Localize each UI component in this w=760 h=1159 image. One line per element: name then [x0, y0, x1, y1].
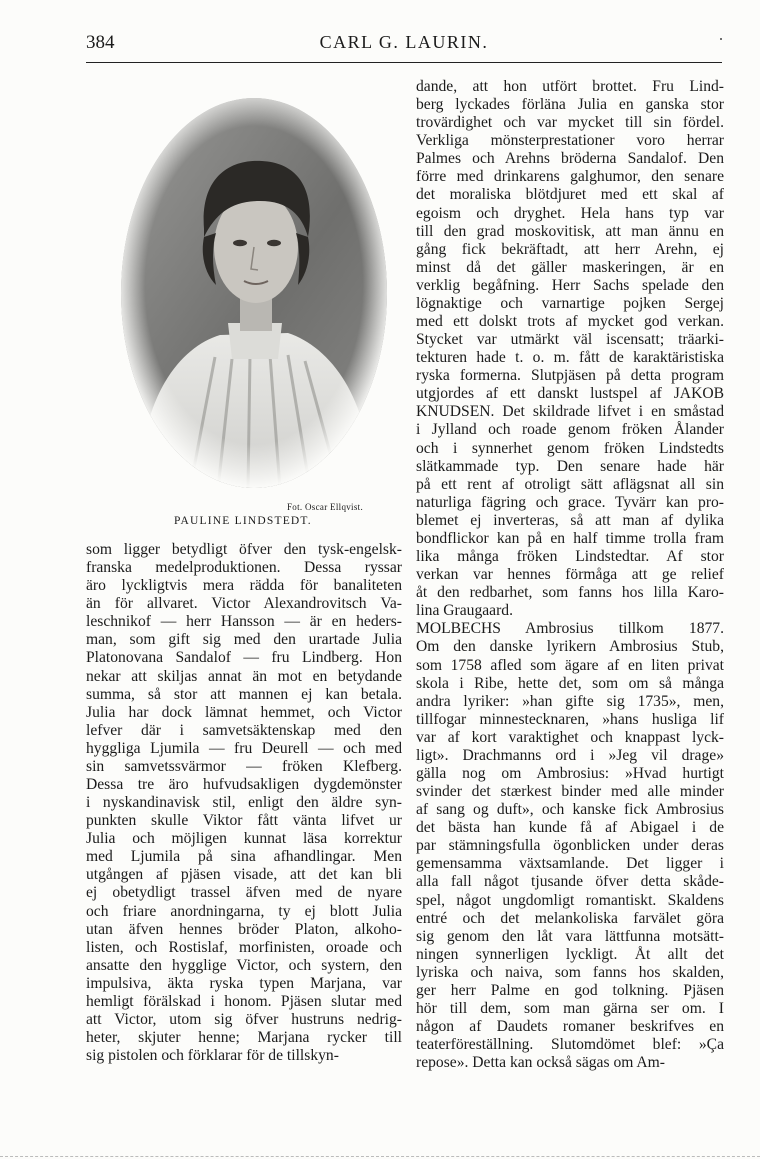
text-line: Palmes och Arehns bröderna Sandalof. Den [416, 150, 724, 168]
photo-credit: Fot. Oscar Ellqvist. [287, 502, 363, 512]
text-line: alla fall något tjusande öfver detta skåde- [416, 873, 724, 891]
portrait-figure [120, 97, 388, 489]
text-line: i nyskandinavisk stil, enligt den äldre syn- [86, 794, 402, 812]
text-line: lina Graugaard. [416, 602, 513, 620]
text-line: med Ljumila på sina afhandlingar. Men [86, 848, 402, 866]
text-line: som ligger betydligt öfver den tysk-engelsk- [86, 541, 402, 558]
text-line: blemet ej inverteras, så att man af dylika [416, 511, 724, 529]
text-line: franska medelproduktionen. Dessa ryssar [86, 559, 402, 577]
text-line: berg lyckades förläna Julia en ganska stor [416, 96, 724, 114]
text-line: förre med drinkarens galghumor, den senare [416, 168, 724, 186]
text-line: impulsiva, äkta ryska typen Marjana, var [86, 974, 402, 992]
text-line: sig genom den låt vara lättfunna motsätt- [416, 927, 724, 945]
scan-edge [0, 1156, 760, 1157]
text-line: skola i Ribe, hette det, som om så många [416, 674, 724, 692]
text-line: af sang og duft», och kanske fick Ambrosius [416, 801, 724, 819]
text-line: ligt». Drachmanns ord i »Jeg vil drage» [416, 746, 724, 764]
running-title: CARL G. LAURIN. [319, 32, 489, 52]
text-line: utan äfven hennes bröder Platon, alkoho- [86, 920, 402, 938]
text-line: dande, att hon utfört brottet. Fru Lind- [416, 78, 724, 95]
text-line: någon af Daudets romaner beskrifves en [416, 1018, 724, 1036]
text-line: gång fick bekräftadt, att herr Arehn, ej [416, 240, 724, 258]
text-line: sin samvetssvärmor — fröken Klefberg. [86, 757, 402, 775]
text-line: på ett rent af otroligt sätt aflägsnat all sin [416, 475, 724, 493]
text-line: verkan var hennes förmåga att ge relief [416, 566, 724, 584]
text-line: minst då det gäller maskeringen, är en [416, 258, 724, 276]
text-line: nekar att skiljas annat än mot en betydande [86, 667, 402, 685]
text-line: sig pistolen och förklarar för de tillskyn- [86, 1047, 339, 1065]
text-line: MOLBECHS Ambrosius tillkom 1877. [416, 620, 724, 638]
text-line: än för allvaret. Victor Alexandrovitsch Va- [86, 595, 402, 613]
text-line: Dessa tre äro hufvudsakligen dygdemönster [86, 776, 402, 794]
text-line: att Victor, utom sig öfver hustruns nedrig- [86, 1011, 402, 1029]
text-line: Julia har dock lämnat hemmet, och Victor [86, 703, 402, 721]
text-line: trovärdighet och var mycket till sin fördel. [416, 114, 724, 132]
text-line: teaterföreställning. Slutomdömet blef: »Ça [416, 1036, 724, 1054]
header-rule [86, 62, 722, 63]
text-line: med ett dolskt trots af mycket god verkan. [416, 313, 724, 331]
text-line: Platonovana Sandalof — fru Lindberg. Hon [86, 649, 402, 667]
text-line: utgjordes af ett danskt lustspel af JAKOB [416, 385, 724, 403]
text-line: lyriska och naiva, som fanns hos skalden, [416, 963, 724, 981]
text-line: Stycket var utmärkt väl iscensatt; träarki- [416, 331, 724, 349]
left-text-column [86, 541, 402, 1065]
text-line: och friare anordningarna, ty ej blott Julia [86, 902, 402, 920]
text-line: punkten skulle Viktor fått vänta lifvet ur [86, 812, 402, 830]
text-line: lika många fröken Lindstedtar. Af stor [416, 548, 724, 566]
text-line: gemensamma växtsamlande. Det ligger i [416, 855, 724, 873]
text-line: ger herr Palme en god tolkning. Pjäsen [416, 981, 724, 999]
text-line: listen, och Rostislaf, morfinisten, oroade och [86, 938, 402, 956]
text-line: var af kort varaktighet och knappast lyck- [416, 728, 724, 746]
text-line: entré och det melankoliska farvälet göra [416, 909, 724, 927]
text-line: hemligt förälskad i honom. Pjäsen slutar med [86, 992, 402, 1010]
text-line: och i synnerhet genom fröken Lindstedts [416, 439, 724, 457]
figure-caption: PAULINE LINDSTEDT. [174, 515, 312, 527]
text-line: andra lyriker: »han gifte sig 1735», men, [416, 692, 724, 710]
text-line: spel, något ungdomligt romantiskt. Skaldens [416, 891, 724, 909]
page-header [86, 30, 722, 58]
text-line: slätkammade typ. Den senare hade här [416, 457, 724, 475]
text-line: ansatte den hygglige Victor, och systern, den [86, 956, 402, 974]
portrait-photo [120, 97, 388, 489]
text-line: hyggliga Ljumila — fru Deurell — och med [86, 739, 402, 757]
text-line: Verkliga mönsterprestationer voro herrar [416, 132, 724, 150]
text-line: tekturen hade t. o. m. fått de karaktäristiska [416, 349, 724, 367]
text-line: KNUDSEN. Det skildrade lifvet i en småstad [416, 403, 724, 421]
text-line: heter, skjuter henne; Marjana rycker till [86, 1029, 402, 1047]
text-line: man, som gift sig med den urartade Julia [86, 631, 402, 649]
text-line: Julia och möjligen kunnat läsa korrektur [86, 830, 402, 848]
text-line: ningen synnerligen lyckligt. Åt allt det [416, 945, 724, 963]
text-line: repose». Detta kan också sägas om Am- [416, 1054, 665, 1072]
text-line: svinder det stærkest binder med alle minder [416, 783, 724, 801]
text-line: i Jylland och roade genom fröken Ålander [416, 421, 724, 439]
text-line: det moraliska blötdjuret med ett skal af [416, 186, 724, 204]
text-line: lefver där i samvetsäktenskap med den [86, 721, 402, 739]
text-line: åt den redbarhet, som fanns hos lilla Karo- [416, 584, 724, 602]
text-line: bondflickor kan på en half timme trolla fram [416, 529, 724, 547]
page-number: 384 [86, 32, 115, 53]
text-line: gälla nog om Ambrosius: »Hvad hurtigt [416, 764, 724, 782]
text-line: naturliga fägring och grace. Tyvärr kan pro- [416, 493, 724, 511]
text-line: det bästa han kunde få af Abigael i de [416, 819, 724, 837]
print-speck [720, 38, 722, 40]
text-line: verklig begåfning. Herr Sachs spelade den [416, 276, 724, 294]
text-line: hör till dem, som man gärna ser om. I [416, 999, 724, 1017]
text-line: leschnikof — herr Hansson — är en heders- [86, 613, 402, 631]
text-line: Om den danske lyrikern Ambrosius Stub, [416, 638, 724, 656]
text-line: utgången af pjäsen visade, att det kan bli [86, 866, 402, 884]
text-line: till den grad moskovitisk, att man ännu en [416, 222, 724, 240]
text-line: summa, så stor att mannen ej kan betala. [86, 685, 402, 703]
text-line: lögnaktige och varnartige pojken Sergej [416, 294, 724, 312]
text-line: ryska formerna. Slutpjäsen på detta program [416, 367, 724, 385]
text-line: äro lyckligtvis mera rädda för banaliteten [86, 577, 402, 595]
text-line: som 1758 afled som ägare af en liten privat [416, 656, 724, 674]
text-line: ej obetydligt trassel äfven med de nyare [86, 884, 402, 902]
text-line: tillfogar minnestecknaren, »hans husliga lif [416, 710, 724, 728]
text-line: egoism och dryghet. Hela hans typ var [416, 204, 724, 222]
text-line: par stämningsfulla ögonblicken under deras [416, 837, 724, 855]
right-text-column [416, 78, 724, 1072]
